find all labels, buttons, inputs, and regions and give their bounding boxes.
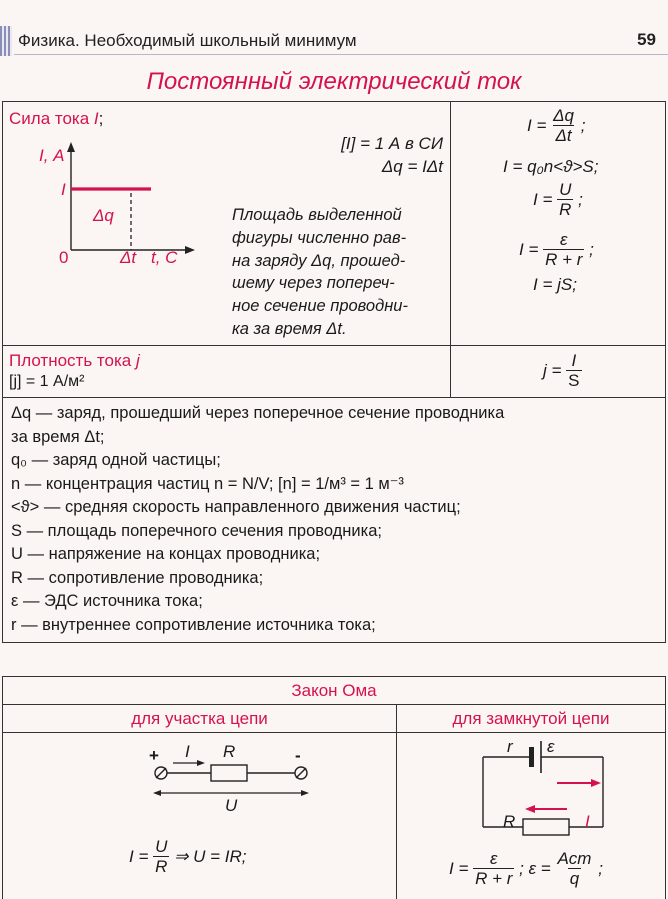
header-stripe bbox=[0, 26, 12, 56]
loop-current-label: I bbox=[585, 812, 590, 831]
column-divider bbox=[450, 102, 451, 398]
row-divider-2 bbox=[3, 397, 665, 398]
level-label: I bbox=[61, 180, 66, 199]
segment-ohm-formula: I = $\frac{U}{R}$ ⇒ U = IR; bbox=[129, 837, 247, 876]
definition-item: <ϑ> — средняя скорость направленного движения частиц; bbox=[11, 498, 461, 516]
ohm-left-heading: для участка цепи bbox=[131, 709, 268, 728]
page-number: 59 bbox=[637, 30, 656, 49]
graph-note bbox=[232, 204, 446, 341]
minus-terminal: - bbox=[295, 746, 301, 765]
x-mark-label: Δt bbox=[120, 248, 137, 267]
formula-emf: I = $\frac{\varepsilon}{R + r}$ ; bbox=[519, 230, 594, 269]
definition-item: R — сопротивление проводника; bbox=[11, 568, 264, 587]
formula-microscopic: I = q₀n<ϑ>S; bbox=[503, 157, 599, 176]
plus-terminal: + bbox=[149, 746, 159, 765]
resistor bbox=[211, 765, 247, 781]
ohm-title-divider bbox=[3, 704, 665, 705]
ohm-subheading-divider bbox=[3, 732, 665, 733]
density-heading: Плотность тока j bbox=[9, 351, 140, 370]
definition-item: S — площадь поперечного сечения проводника; bbox=[11, 521, 382, 540]
definition-item: Δq — заряд, прошедший через поперечное сечение проводника bbox=[11, 404, 505, 422]
note-line: ное сечение проводни- bbox=[232, 297, 408, 316]
segment-resistor-label: R bbox=[223, 742, 236, 761]
ohm-table bbox=[2, 676, 666, 899]
note-line: шему через попереч- bbox=[232, 274, 395, 293]
ohm-title: Закон Ома bbox=[291, 681, 377, 700]
definition-item: q₀ — заряд одной частицы; bbox=[11, 451, 221, 469]
book-title: Физика. Необходимый школьный минимум bbox=[18, 31, 357, 50]
definition-item: за время Δt; bbox=[11, 427, 105, 446]
note-line: на заряду Δq, прошед- bbox=[232, 251, 406, 270]
definition-item: ε — ЭДС источника тока; bbox=[11, 592, 203, 610]
internal-resistance-label: r bbox=[507, 737, 513, 756]
definition-item: U — напряжение на концах проводника; bbox=[11, 545, 321, 563]
density-formula: j = $\frac{I}{S}$ bbox=[543, 351, 580, 390]
definition-item: r — внутреннее сопротивление источника тока; bbox=[11, 615, 376, 634]
note-line: фигуры численно рав- bbox=[232, 228, 407, 247]
density-unit: [j] = 1 А/м² bbox=[9, 373, 85, 390]
load-resistor-label: R bbox=[503, 812, 516, 831]
emf-label: ε bbox=[547, 737, 555, 756]
section-title: Постоянный электрический ток bbox=[146, 68, 522, 95]
row-divider-1 bbox=[3, 345, 665, 346]
origin-label: 0 bbox=[59, 248, 69, 267]
y-axis-label: I, А bbox=[39, 146, 65, 165]
closed-circuit bbox=[473, 737, 613, 847]
page-header bbox=[0, 26, 668, 56]
unit-line: [I] = 1 А в СИ bbox=[341, 134, 443, 153]
segment-current-label: I bbox=[185, 742, 190, 761]
header-rule bbox=[14, 54, 668, 55]
current-table bbox=[2, 101, 666, 643]
x-axis-label: t, С bbox=[151, 248, 178, 267]
formula-voltage-over-resistance: I = $\frac{U}{R}$ ; bbox=[533, 180, 583, 219]
definition-item: n — концентрация частиц n = N/V; [n] = 1/м³ = 1 м⁻³ bbox=[11, 474, 404, 493]
formula-charge-over-time: I = $\frac{\Delta q}{\Delta t}$ ; bbox=[527, 106, 586, 145]
segment-voltage-label: U bbox=[225, 796, 238, 815]
current-heading: Сила тока I; bbox=[9, 109, 104, 128]
load-resistor bbox=[523, 819, 569, 835]
delta-line: Δq = IΔt bbox=[381, 157, 443, 176]
battery-negative-plate bbox=[529, 747, 534, 767]
note-line: ка за время Δt. bbox=[232, 319, 347, 338]
ohm-right-heading: для замкнутой цепи bbox=[452, 709, 610, 728]
note-line: Площадь выделенной bbox=[232, 206, 402, 224]
area-label: Δq bbox=[93, 206, 114, 225]
closed-ohm-formula: I = $\frac{\varepsilon}{R + r}$ ; ε = $\frac{\text{Aст}}{q}$ ; bbox=[449, 849, 603, 888]
formula-density: I = jS; bbox=[533, 275, 577, 294]
